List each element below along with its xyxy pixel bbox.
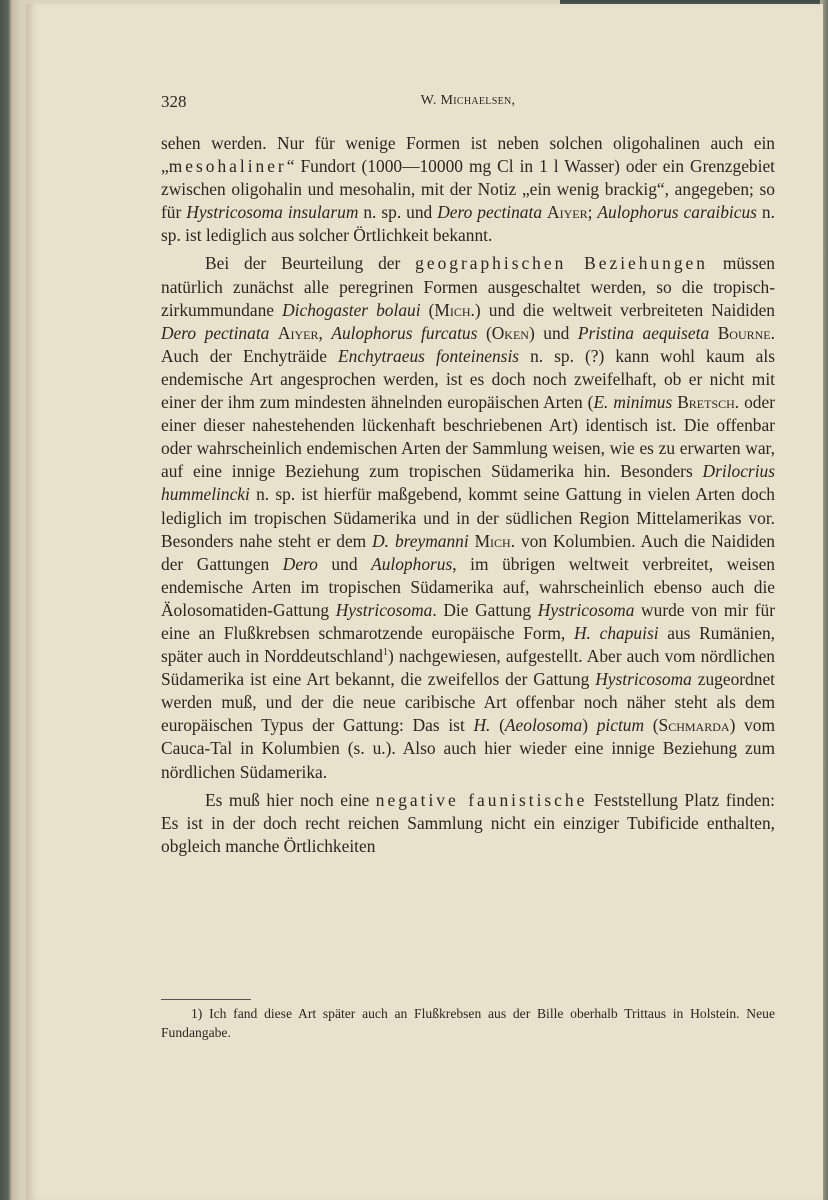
page-sheet (26, 4, 823, 1200)
page-header (161, 92, 775, 114)
footnote-divider (161, 999, 251, 1000)
footnote: 1) Ich fand diese Art später auch an Flußkrebsen aus der Bille oberhalb Trittaus in Holstein. Neue Fundangabe. (161, 1006, 775, 1040)
paragraph-1: sehen werden. Nur für wenige Formen ist neben solchen oligohalinen auch ein „mesohaliner“ Fundort (1000—10000 mg Cl in 1 l Wasser) oder ein Grenzgebiet zwischen oligohalin und mesohalin, mit der Notiz „ein wenig brackig“, angegeben; so für Hystricosoma insularum n. sp. und Dero pectinata Aiyer; Aulophorus caraibicus n. sp. ist lediglich aus solcher Örtlichkeit bekannt. (161, 133, 775, 246)
page-number: 328 (161, 92, 187, 111)
paragraph-3: Es muß hier noch eine negative faunistische Feststellung Platz finden: Es ist in der doch recht reichen Sammlung nicht ein einziger Tubificide enthalten, obgleich manche Örtlichkeiten (161, 789, 776, 856)
body-text (161, 132, 775, 858)
paragraph-2: Bei der Beurteilung der geographischen Beziehungen müssen natürlich zunächst alle peregrinen Formen ausgeschaltet werden, so die tropisch-zirkummundane Dichogaster bolaui (Mich.) und die weltweit verbreiteten Naididen Dero pectinata Aiyer, Aulophorus furcatus (Oken) und Pristina aequiseta Bourne. Auch der Enchyträide Enchytraeus fonteinensis n. sp. (?) kann wohl kaum als endemische Art angesprochen werden, ist es doch noch zweifelhaft, ob er nicht mit einer der ihm zum mindesten ähnelnden europäischen Arten (E. minimus Bretsch. oder einer dieser nahestehenden lückenhaft beschriebenen Art) identisch ist. Die offenbar oder wahrscheinlich endemischen Arten der Sammlung weisen, wie es zu erwarten war, auf eine innige Beziehung zum tropischen Südamerika hin. Besonders Drilocrius hummelincki n. sp. ist hierfür maßgebend, kommt seine Gattung in vielen Arten doch lediglich im tropischen Südamerika und in der südlichen Region Mittelamerikas vor. Besonders nahe steht er dem D. breymanni Mich. von Kolumbien. Auch die Naididen der Gattungen Dero und Aulophorus, im übrigen weltweit verbreitet, weisen endemische Arten im tropischen Südamerika auf, wahrscheinlich ebenso auch die Äolosomatiden-Gattung Hystricosoma. Die Gattung Hystricosoma wurde von mir für eine an Flußkrebsen schmarotzende europäische Form, H. chapuisi aus Rumänien, später auch in Norddeutschland$^1$) nachgewiesen, aufgestellt. Aber auch vom nördlichen Südamerika ist eine Art bekannt, die zweifellos der Gattung Hystricosoma zugeordnet werden muß, und der die neue caribische Art offenbar noch näher steht als dem europäischen Typus der Gattung: Das ist H. (Aeolosoma) pictum (Schmarda) vom Cauca-Tal in Kolumbien (s. u.). Also auch hier wieder eine innige Beziehung zum nördlichen Südamerika. (161, 253, 776, 782)
running-head: W. Michaelsen, (420, 93, 516, 108)
footnote-reference: 1 (383, 647, 388, 659)
